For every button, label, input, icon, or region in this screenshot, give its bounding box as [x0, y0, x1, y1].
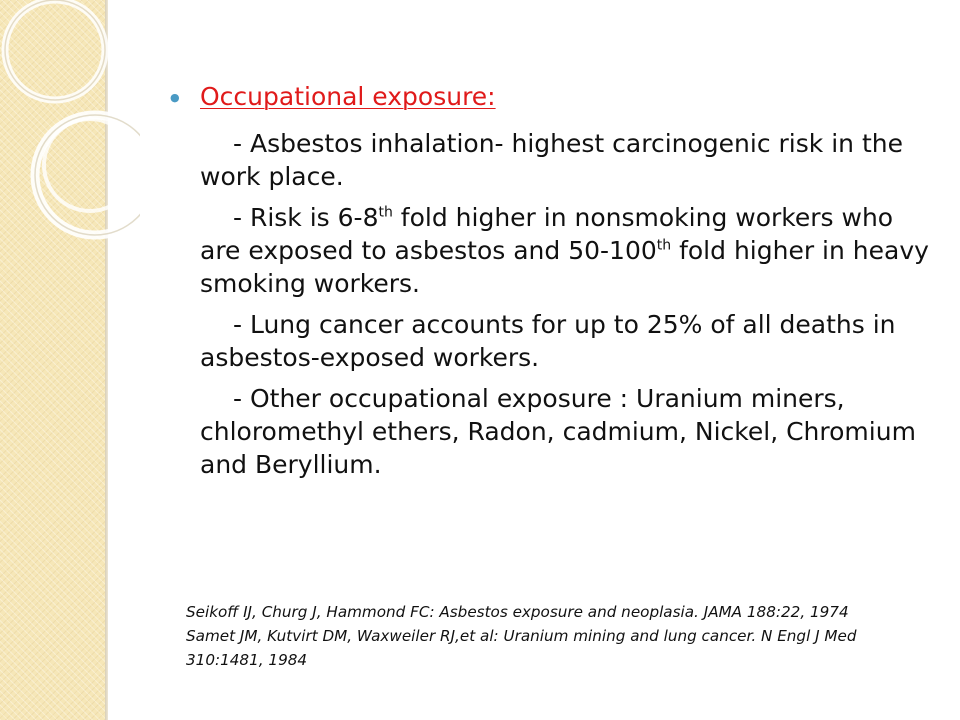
paragraph-other-exposure — [200, 382, 930, 481]
paragraph-risk-fold — [200, 201, 930, 300]
references — [186, 600, 926, 672]
decorative-rings — [0, 0, 140, 320]
paragraph-asbestos-inhalation — [200, 127, 930, 193]
paragraph-text: - Other occupational exposure : Uranium miners, chloromethyl ethers, Radon, cadmium, Nickel, Chromium and Beryllium. — [200, 384, 916, 479]
reference-line: 310:1481, 1984 — [186, 651, 308, 669]
superscript: th — [378, 204, 393, 221]
superscript: th — [656, 237, 672, 254]
slide-content — [170, 80, 930, 481]
paragraph-text: fold higher in nonsmoking workers who are exposed to asbestos and 50-100 — [200, 203, 894, 265]
paragraph-text: - Lung cancer accounts for up to 25% of all deaths in asbestos-exposed workers. — [200, 310, 896, 372]
bullet-item — [170, 80, 930, 119]
bullet-dot-icon: ● — [170, 91, 180, 104]
paragraph-text: - Asbestos inhalation- highest carcinogenic risk in the work place. — [200, 129, 903, 191]
paragraph-text: - Risk is 6-8 — [233, 203, 379, 232]
paragraph-text: fold higher in heavy smoking workers. — [200, 236, 929, 298]
reference-line: Samet JM, Kutvirt DM, Waxweiler RJ,et al: Uranium mining and lung cancer. N Engl J Med — [186, 627, 857, 645]
section-heading: Occupational exposure: — [200, 82, 496, 111]
reference-line: Seikoff IJ, Churg J, Hammond FC: Asbestos exposure and neoplasia. JAMA 188:22, 1974 — [186, 603, 849, 621]
paragraph-lung-cancer-deaths — [200, 308, 930, 374]
